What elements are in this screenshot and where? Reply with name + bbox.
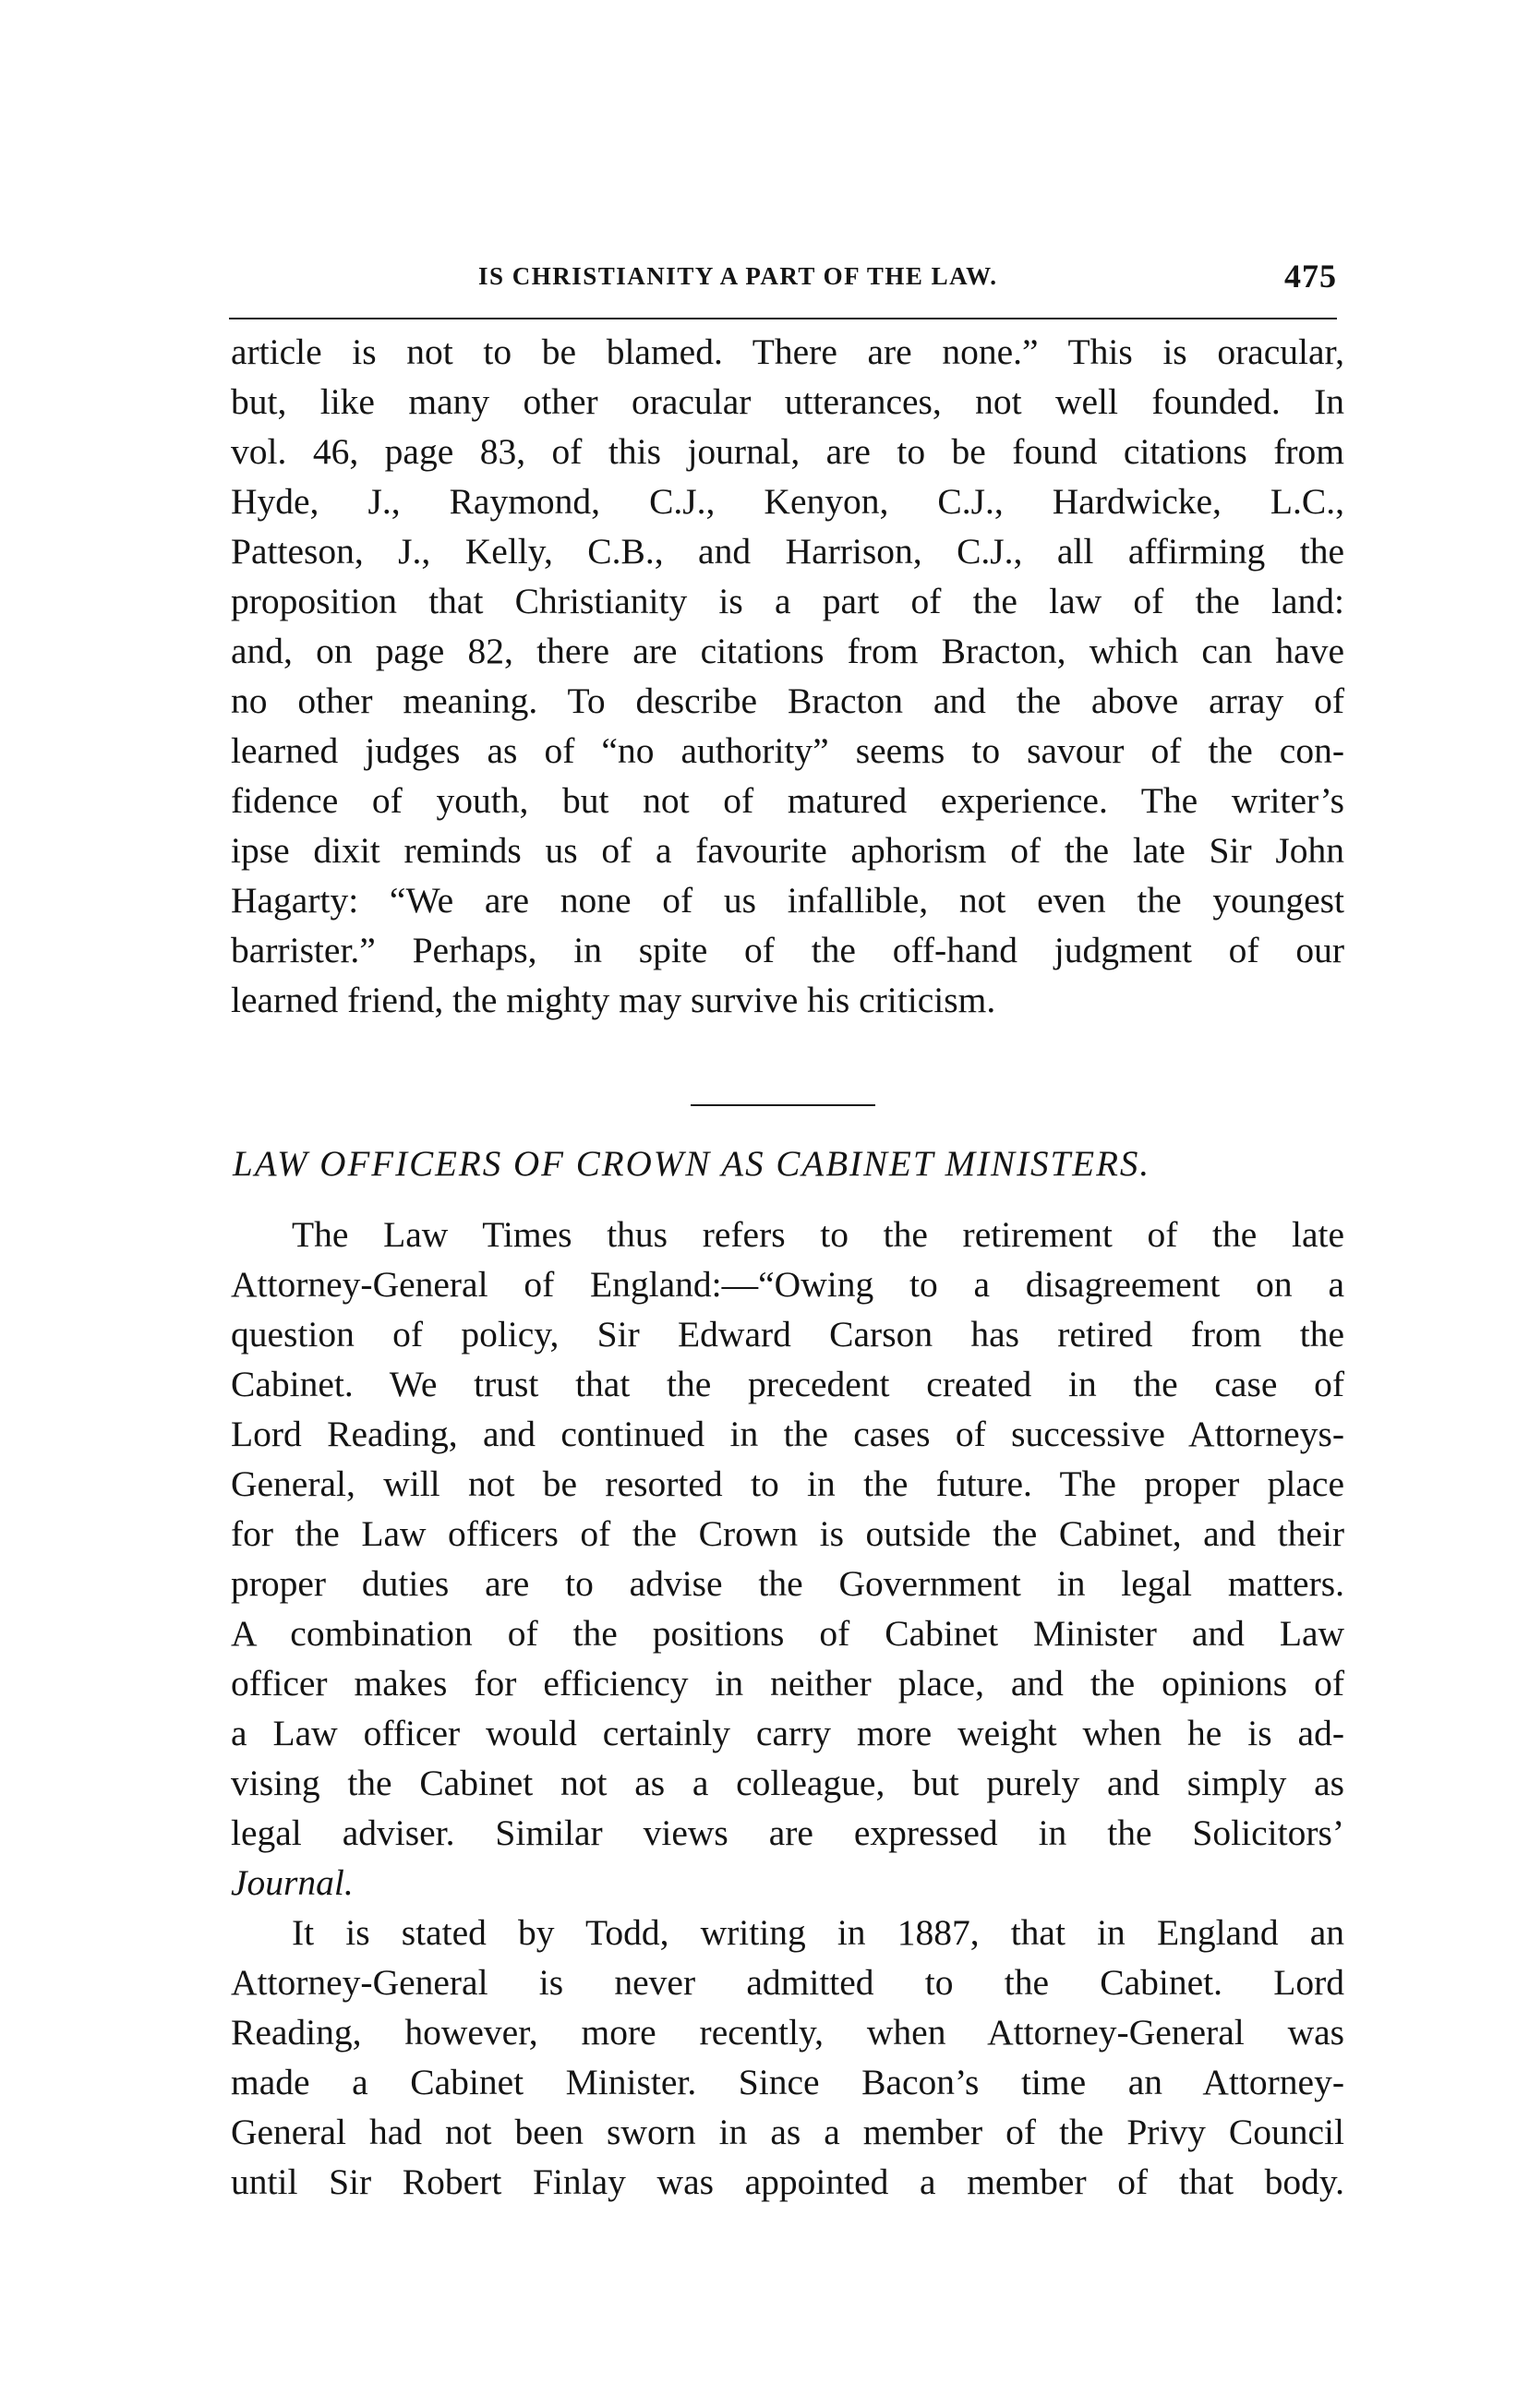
text-line: learned judges as of “no authority” seems to savour of the con- — [231, 730, 1344, 771]
text-line: a Law officer would certainly carry more weight when he is ad- — [231, 1713, 1344, 1753]
paragraph-todd — [231, 1908, 1344, 2207]
text-line: fidence of youth, but not of matured experience. The writer’s — [231, 780, 1344, 821]
text-line: no other meaning. To describe Bracton and the above array of — [231, 680, 1344, 721]
header-rule — [229, 318, 1337, 319]
running-title: IS CHRISTIANITY A PART OF THE LAW. — [478, 262, 998, 290]
text-line: vising the Cabinet not as a colleague, but purely and simply as — [231, 1763, 1344, 1803]
text-line: ipse dixit reminds us of a favourite aphorism of the late Sir John — [231, 830, 1344, 871]
text-line: question of policy, Sir Edward Carson has retired from the — [231, 1314, 1344, 1354]
text-line: Cabinet. We trust that the precedent created in the case of — [231, 1364, 1344, 1404]
continued-paragraph — [231, 327, 1344, 1025]
text-line: General had not been sworn in as a member of the Privy Council — [231, 2112, 1344, 2152]
section-heading: LAW OFFICERS OF CROWN AS CABINET MINISTERS. — [233, 1144, 1151, 1184]
page-number: 475 — [1284, 258, 1337, 295]
text-line: proper duties are to advise the Government in legal matters. — [231, 1563, 1344, 1604]
text-line: Attorney-General is never admitted to the Cabinet. Lord — [231, 1962, 1344, 2003]
text-line: Lord Reading, and continued in the cases of successive Attorneys- — [231, 1414, 1344, 1454]
running-head — [229, 257, 1337, 303]
text-line: The Law Times thus refers to the retirement of the late — [292, 1214, 1344, 1255]
text-line: It is stated by Todd, writing in 1887, that in England an — [292, 1912, 1344, 1953]
text-line: learned friend, the mighty may survive his criticism. — [231, 980, 996, 1020]
text-line: until Sir Robert Finlay was appointed a member of that body. — [231, 2161, 1344, 2202]
text-line: made a Cabinet Minister. Since Bacon’s time an Attorney- — [231, 2062, 1344, 2102]
section-divider — [691, 1104, 875, 1106]
paragraph-law-times — [231, 1210, 1344, 1908]
text-line: but, like many other oracular utterances, not well founded. In — [231, 381, 1344, 422]
text-line: Hagarty: “We are none of us infallible, not even the youngest — [231, 880, 1344, 921]
text-line: Patteson, J., Kelly, C.B., and Harrison, C.J., all affirming the — [231, 531, 1344, 572]
text-line: Reading, however, more recently, when Attorney-General was — [231, 2012, 1344, 2053]
text-line: Journal. — [231, 1862, 354, 1903]
text-line: legal adviser. Similar views are expressed in the Solicitors’ — [231, 1812, 1344, 1853]
text-line: vol. 46, page 83, of this journal, are to be found citations from — [231, 431, 1344, 472]
text-line: Attorney-General of England:—“Owing to a disagreement on a — [231, 1264, 1344, 1305]
text-line: A combination of the positions of Cabinet Minister and Law — [231, 1613, 1344, 1654]
text-line: Hyde, J., Raymond, C.J., Kenyon, C.J., Hardwicke, L.C., — [231, 481, 1344, 522]
text-line: and, on page 82, there are citations from Bracton, which can have — [231, 631, 1344, 671]
text-line: General, will not be resorted to in the future. The proper place — [231, 1463, 1344, 1504]
text-line: proposition that Christianity is a part of the law of the land: — [231, 581, 1344, 621]
text-line: for the Law officers of the Crown is outside the Cabinet, and their — [231, 1513, 1344, 1554]
text-line: officer makes for efficiency in neither place, and the opinions of — [231, 1663, 1344, 1704]
text-line: barrister.” Perhaps, in spite of the off-hand judgment of our — [231, 930, 1344, 970]
text-line: article is not to be blamed. There are none.” This is oracular, — [231, 331, 1344, 372]
